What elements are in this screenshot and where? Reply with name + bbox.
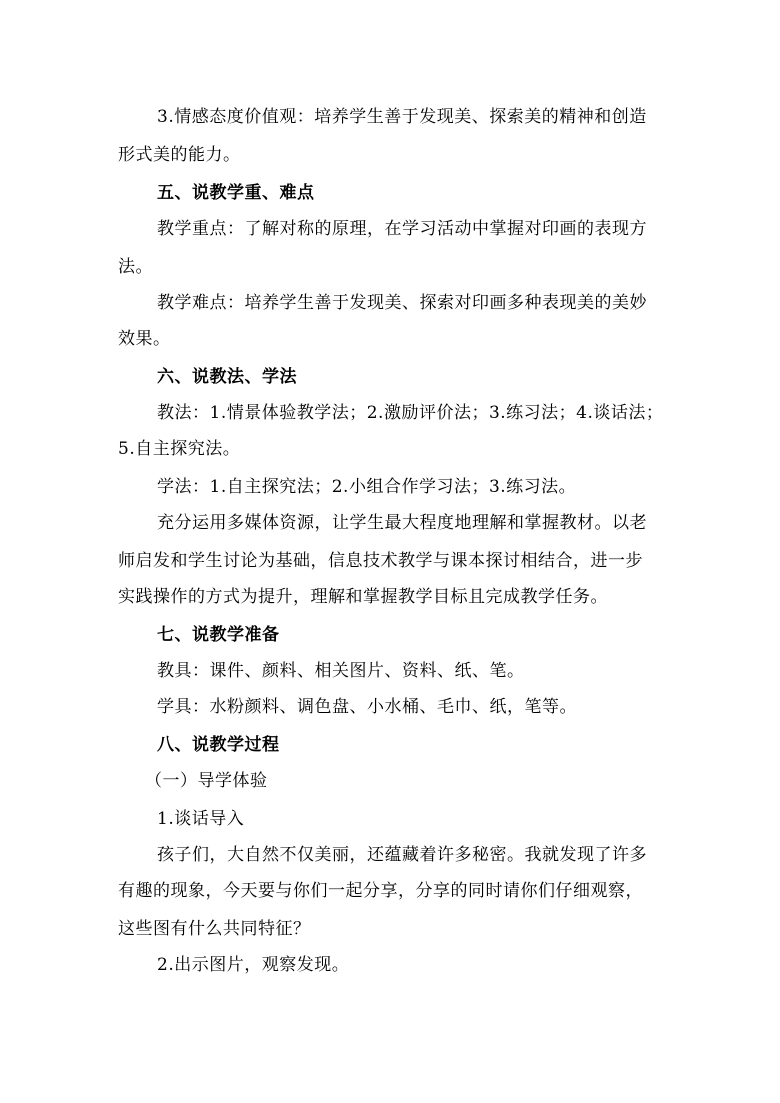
text-line: 1.谈话导入 (157, 809, 245, 829)
section-heading: 八、说教学过程 (157, 735, 280, 755)
text-line: 学法：1.自主探究法；2.小组合作学习法；3.练习法。 (157, 477, 577, 497)
section-heading: 六、说教法、学法 (157, 367, 297, 387)
text-line: 3.情感态度价值观：培养学生善于发现美、探索美的精神和创造 (157, 107, 647, 127)
text-line: 师启发和学生讨论为基础，信息技术教学与课本探讨相结合，进一步 (118, 551, 643, 571)
text-line: 实践操作的方式为提升，理解和掌握教学目标且完成教学任务。 (118, 587, 608, 607)
text-line: 教学难点：培养学生善于发现美、探索对印画多种表现美的美妙 (157, 293, 647, 313)
section-heading: 七、说教学准备 (157, 625, 280, 645)
text-line: 效果。 (118, 329, 171, 349)
text-line: （一）导学体验 (145, 771, 268, 791)
text-line: 充分运用多媒体资源，让学生最大程度地理解和掌握教材。以老 (157, 513, 647, 533)
text-line: 5.自主探究法。 (118, 439, 241, 459)
text-line: 有趣的现象，今天要与你们一起分享，分享的同时请你们仔细观察， (118, 881, 643, 901)
text-line: 这些图有什么共同特征？ (118, 919, 311, 939)
text-line: 教学重点：了解对称的原理，在学习活动中掌握对印画的表现方 (157, 219, 647, 239)
section-heading: 五、说教学重、难点 (157, 183, 315, 203)
text-line: 教具：课件、颜料、相关图片、资料、纸、笔。 (157, 661, 525, 681)
text-line: 2.出示图片，观察发现。 (157, 955, 350, 975)
text-line: 孩子们，大自然不仅美丽，还蕴藏着许多秘密。我就发现了许多 (157, 845, 647, 865)
text-line: 教法：1.情景体验教学法；2.激励评价法；3.练习法；4.谈话法； (157, 403, 664, 423)
text-line: 学具：水粉颜料、调色盘、小水桶、毛巾、纸，笔等。 (157, 697, 577, 717)
text-line: 形式美的能力。 (118, 145, 241, 165)
text-line: 法。 (118, 257, 153, 277)
